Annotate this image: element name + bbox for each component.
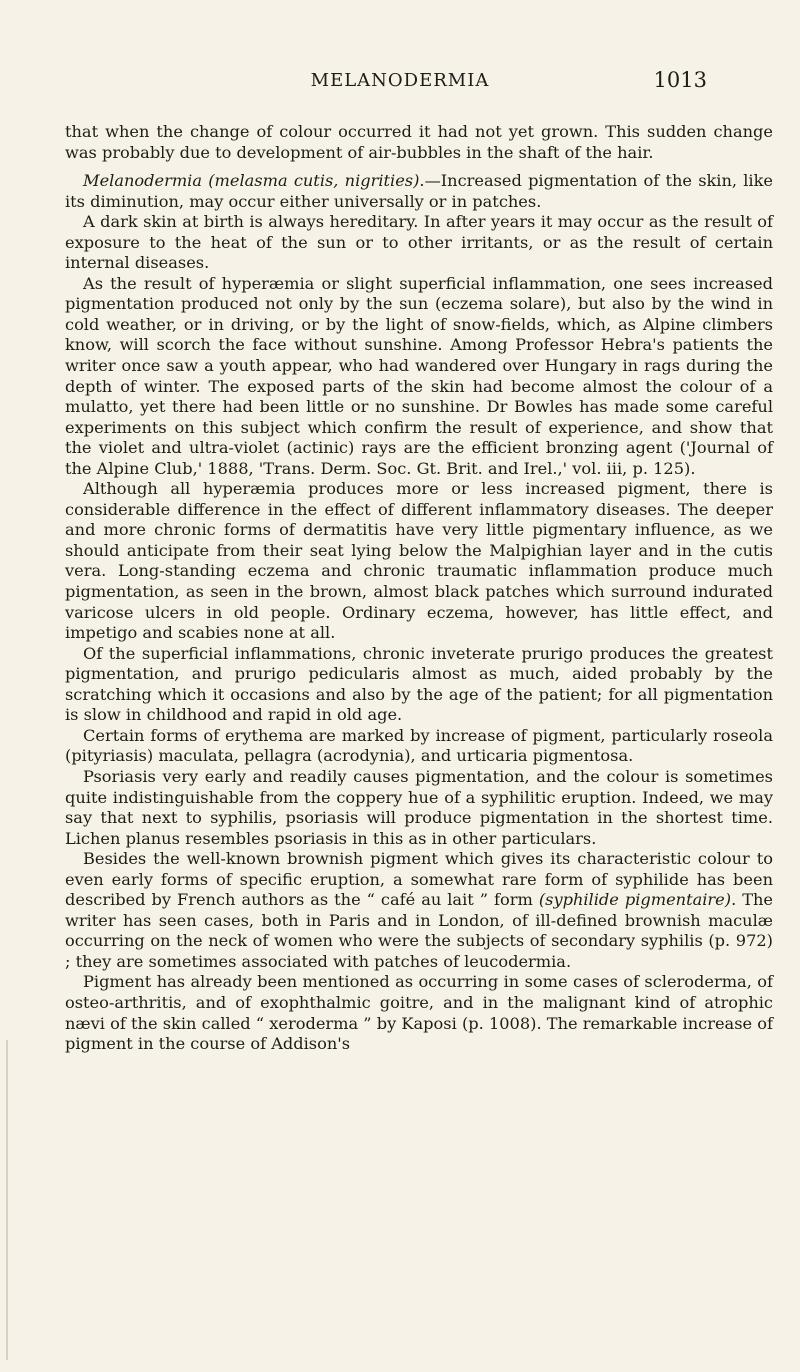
page-number: 1013 [653, 68, 707, 92]
paragraph: Psoriasis very early and readily causes pigmentation, and the colour is sometimes quite indistinguishable from the coppery hue of a syphilitic eruption. Indeed, we may say that next to syphilis, psoriasis will produce pigmentation in the shortest time. Lichen planus resembles psoriasis in this as in other particulars. [65, 766, 773, 848]
running-title: MELANODERMIA [310, 70, 490, 91]
paragraph-text: .—Increased pigmentation of the skin, like its diminution, may occur either universally or in patches. [65, 171, 773, 211]
paragraph: Pigment has already been mentioned as occurring in some cases of scleroderma, of osteo-arthritis, and of exophthalmic goitre, and in the malignant kind of atrophic nævi of the skin called “ xeroderma ” by Kaposi (p. 1008). The remarkable increase of pigment in the course of Addison's [65, 972, 773, 1054]
paragraph: Although all hyperæmia produces more or less increased pigment, there is considerable difference in the effect of different inflammatory diseases. The deeper and more chronic forms of dermatitis have very little pigmentary influence, as we should anticipate from their seat lying below the Malpighian layer and in the cutis vera. Long-standing eczema and chronic traumatic inflammation produce much pigmentation, as seen in the brown, almost black patches which surround indurated varicose ulcers in old people. Ordinary eczema, however, has little effect, and impetigo and scabies none at all. [65, 479, 773, 643]
paragraph-continuation: that when the change of colour occurred it had not yet grown. This sudden change was probably due to development of air-bubbles in the shaft of the hair. [65, 122, 773, 162]
section-term: Melanodermia [83, 171, 203, 191]
page-edge-shadow [6, 1040, 8, 1360]
paragraph-text: . The writer has seen cases, both in Paris and in London, of ill-defined brownish maculæ occurring on the neck of women who were the subjects of secondary syphilis (p. 972) ; they are sometimes associated with patches of leucodermia. [65, 890, 773, 971]
paragraph: As the result of hyperæmia or slight superficial inflammation, one sees increased pigmentation produced not only by the sun (eczema solare), but also by the wind in cold weather, or in driving, or by the light of snow-fields, which, as Alpine climbers know, will scorch the face without sunshine. Among Professor Hebra's patients the writer once saw a youth appear, who had wandered over Hungary in rags during the depth of winter. The exposed parts of the skin had become almost the colour of a mulatto, yet there had been little or no sunshine. Dr Bowles has made some careful experiments on this subject which confirm the result of experience, and show that the violet and ultra-violet (actinic) rays are the efficient bronzing agent ('Journal of the Alpine Club,' 1888, 'Trans. Derm. Soc. Gt. Brit. and Irel.,' vol. iii, p. 125). [65, 273, 773, 478]
section-term-synonyms: (melasma cutis, nigrities) [208, 171, 420, 191]
paragraph: Certain forms of erythema are marked by increase of pigment, particularly roseola (pityriasis) maculata, pellagra (acrodynia), and urticaria pigmentosa. [65, 725, 773, 766]
running-head [0, 68, 800, 98]
paragraph-melanodermia-definition [65, 171, 773, 212]
paragraph: A dark skin at birth is always hereditary. In after years it may occur as the result of exposure to the heat of the sun or to other irritants, or as the result of certain internal diseases. [65, 212, 773, 273]
body-text [65, 122, 773, 1055]
paragraph: Of the superficial inflammations, chronic inveterate prurigo produces the greatest pigmentation, and prurigo pedicularis almost as much, aided probably by the scratching which it occasions and also by the age of the patient; for all pigmentation is slow in childhood and rapid in old age. [65, 643, 773, 725]
paragraph-syphilide [65, 849, 773, 972]
paragraph-text: Besides the well-known brownish pigment which gives its characteristic colour to even early forms of specific eruption, a somewhat rare form of syphilide has been described by French authors as the “ café au lait ” form [65, 849, 773, 910]
italic-term: (syphilide pigmentaire) [538, 890, 732, 910]
